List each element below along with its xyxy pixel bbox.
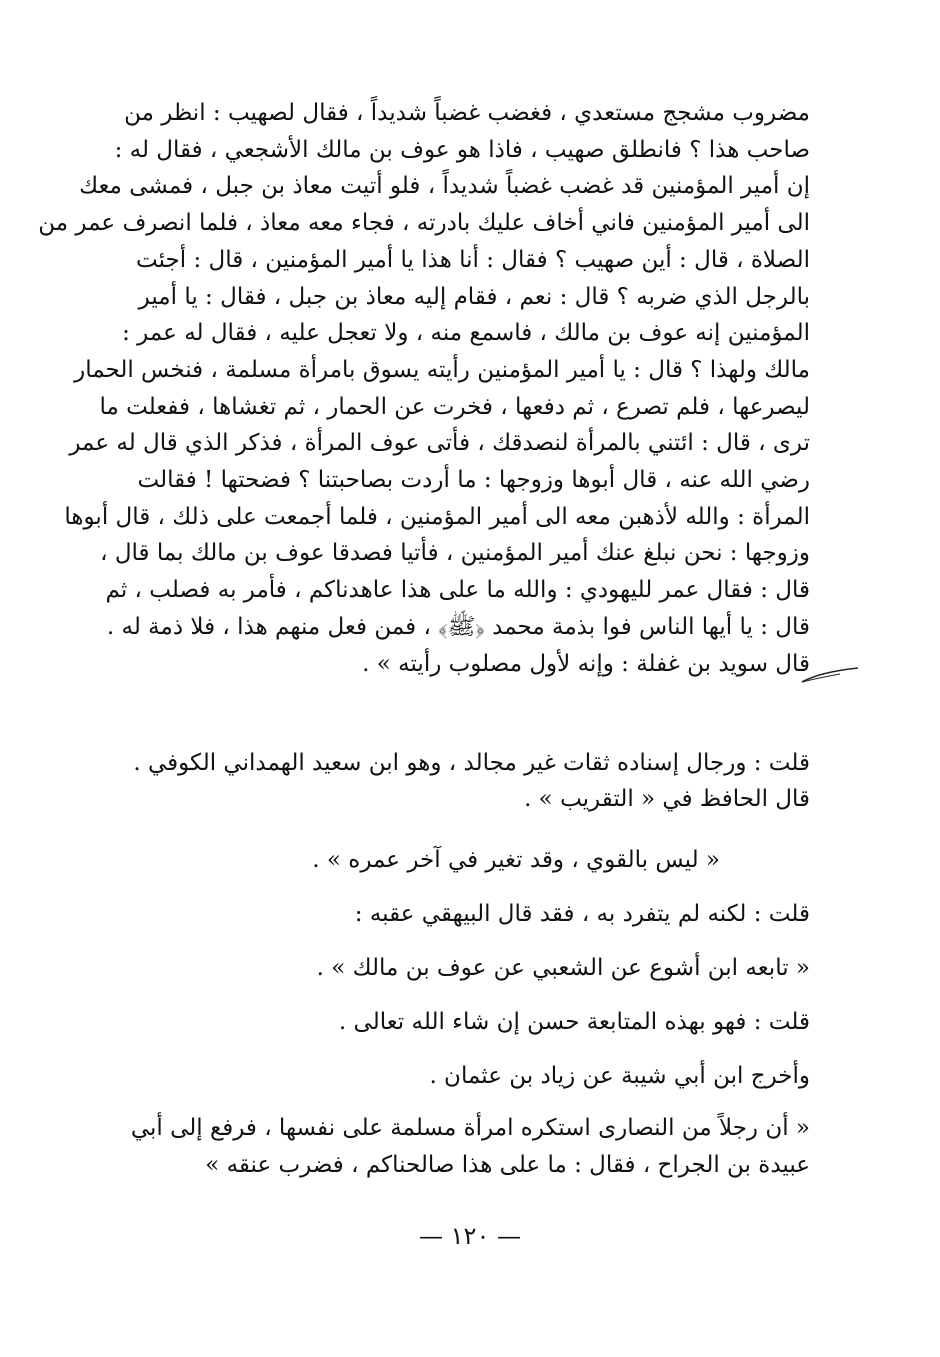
final-paragraph	[100, 1110, 810, 1183]
text-line: قال الحافظ في « التقريب » .	[524, 786, 810, 812]
text-line: وزوجها : نحن نبلغ عنك أمير المؤمنين ، فأتيا فصدقا عوف بن مالك بما قال ،	[100, 540, 810, 567]
narration-line: وأخرج ابن أبي شيبة عن زياد بن عثمان .	[429, 1063, 810, 1089]
quote-line: « تابعه ابن أشوع عن الشعبي عن عوف بن مالك » .	[316, 955, 810, 981]
text-line: المؤمنين إنه عوف بن مالك ، فاسمع منه ، ولا تعجل عليه ، فقال له عمر :	[122, 320, 810, 347]
text-line: مالك ولهذا ؟ قال : يا أمير المؤمنين رأيته يسوق بامرأة مسلمة ، فنخس الحمار	[74, 356, 810, 383]
main-paragraph	[38, 95, 810, 682]
text-line: صاحب هذا ؟ فانطلق صهيب ، فاذا هو عوف بن مالك الأشجعي ، فقال له :	[114, 136, 810, 163]
text-line: الصلاة ، قال : أين صهيب ؟ فقال : أنا هذا يا أمير المؤمنين ، قال : أجئت	[136, 246, 810, 273]
text-line: ليصرعها ، فلم تصرع ، ثم دفعها ، فخرت عن الحمار ، ثم تغشاها ، ففعلت ما	[99, 393, 810, 420]
comment-line: قلت : لكنه لم يتفرد به ، فقد قال البيهقي عقبه :	[354, 901, 810, 927]
text-line: رضي الله عنه ، قال أبوها وزوجها : ما أردت بصاحبتنا ؟ فضحتها ! فقالت	[137, 467, 810, 494]
text-line: الى أمير المؤمنين فاني أخاف عليك بادرته ، فجاء معه معاذ ، فلما انصرف عمر من	[38, 210, 810, 237]
text-line: قال : يا أيها الناس فوا بذمة محمد ﴿ﷺ﴾ ، فمن فعل منهم هذا ، فلا ذمة له .	[106, 613, 810, 640]
text-line: قال : فقال عمر لليهودي : والله ما على هذا عاهدناكم ، فأمر به فصلب ، ثم	[105, 577, 810, 604]
text-line: المرأة : والله لأذهبن معه الى أمير المؤمنين ، فلما أجمعت على ذلك ، قال أبوها	[64, 503, 810, 530]
text-line: عبيدة بن الجراح ، فقال : ما على هذا صالحناكم ، فضرب عنقه »	[205, 1151, 810, 1178]
text-line: مضروب مشجج مستعدي ، فغضب غضباً شديداً ، فقال لصهيب : انظر من	[124, 100, 810, 126]
comment-line: قلت : فهو بهذه المتابعة حسن إن شاء الله تعالى .	[338, 1009, 810, 1035]
text-line: « أن رجلاً من النصارى استكره امرأة مسلمة على نفسها ، فرفع إلى أبي	[130, 1115, 810, 1141]
margin-pen-mark	[800, 660, 860, 690]
text-line: إن أمير المؤمنين قد غضب غضباً شديداً ، فلو أتيت معاذ بن جبل ، فمشى معك	[79, 173, 810, 200]
comment-paragraph	[100, 745, 810, 817]
page-number: — ١٢٠ —	[419, 1222, 521, 1250]
text-line: بالرجل الذي ضربه ؟ قال : نعم ، فقام إليه معاذ بن جبل ، فقال : يا أمير	[138, 283, 810, 310]
text-line: قال سويد بن غفلة : وإنه لأول مصلوب رأيته » .	[362, 650, 810, 677]
text-line: قلت : ورجال إسناده ثقات غير مجالد ، وهو ابن سعيد الهمداني الكوفي .	[133, 750, 810, 776]
quote-line: « ليس بالقوي ، وقد تغير في آخر عمره » .	[312, 847, 720, 873]
text-line: ترى ، قال : ائتني بالمرأة لنصدقك ، فأتى عوف المرأة ، فذكر الذي قال له عمر	[69, 430, 810, 457]
